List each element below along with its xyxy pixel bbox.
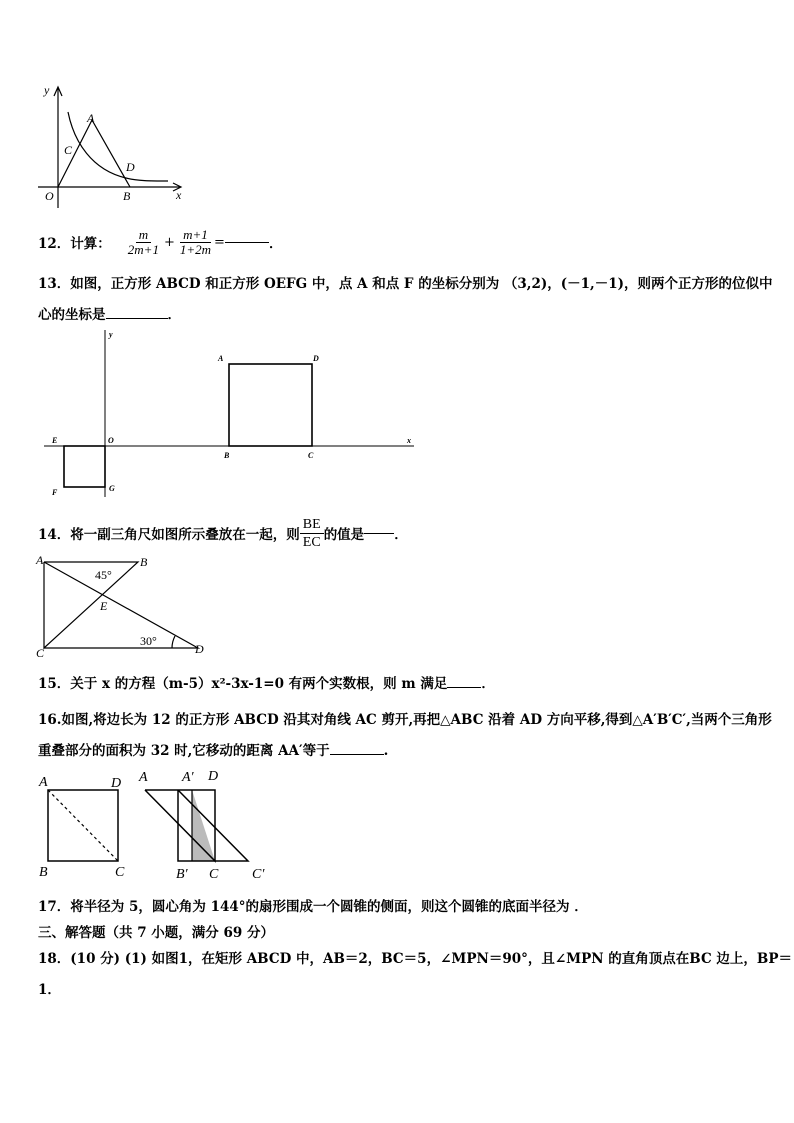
q13-x-label: x bbox=[407, 436, 411, 445]
q16-b-label: B bbox=[39, 865, 48, 880]
angle-45-label: 45° bbox=[95, 568, 112, 582]
q12-answer-blank bbox=[225, 242, 269, 243]
diagonal-ac bbox=[48, 790, 118, 861]
q16-line2-suffix: . bbox=[383, 743, 389, 759]
q14-d-label: D bbox=[195, 642, 204, 656]
q14-suffix: ． bbox=[394, 527, 408, 543]
q14-figure bbox=[34, 552, 214, 660]
q13-y-label: y bbox=[109, 330, 113, 339]
question-13-line2 bbox=[38, 303, 181, 323]
point-c-label: C bbox=[64, 143, 73, 157]
angle-30-label: 30° bbox=[140, 634, 157, 648]
q16-c-label-2: C bbox=[209, 867, 219, 882]
hyperbola-curve bbox=[68, 112, 168, 181]
q12-f2-numerator: m+1 bbox=[180, 228, 211, 243]
x-axis-label: x bbox=[176, 188, 182, 202]
q13-line2-prefix: 心的坐标是 bbox=[38, 307, 106, 323]
q13-f-label: F bbox=[52, 488, 58, 497]
y-axis-label: y bbox=[44, 83, 50, 97]
q12-equals: = bbox=[214, 234, 225, 250]
question-16-line1: 16.如图,将边长为 12 的正方形 ABCD 沿其对角线 AC 剪开,再把△ABC 沿着 AD 方向平移,得到△A′B′C′,当两个三角形 bbox=[38, 712, 772, 728]
q14-prefix: 14．将一副三角尺如图所示叠放在一起，则 bbox=[38, 527, 300, 543]
question-18-line1: 18．(10 分) (1) 如图1，在矩形 ABCD 中，AB＝2，BC＝5，∠MPN＝90°，且∠MPN 的直角顶点在BC 边上，BP＝ bbox=[38, 951, 792, 967]
q13-g-label: G bbox=[109, 484, 115, 493]
q12-f1-denominator: 2m+1 bbox=[127, 241, 159, 257]
origin-label: O bbox=[45, 189, 54, 203]
question-12 bbox=[38, 224, 282, 260]
square-abcd bbox=[229, 364, 312, 446]
q16-d-label-2: D bbox=[208, 769, 219, 784]
q11-figure bbox=[30, 82, 200, 208]
point-d-label: D bbox=[126, 160, 135, 174]
q13-o-label: O bbox=[108, 436, 114, 445]
q12-f1-numerator: m bbox=[136, 228, 151, 243]
q15-answer-blank bbox=[447, 687, 481, 688]
q13-a-label: A bbox=[218, 354, 224, 363]
question-15 bbox=[38, 672, 495, 692]
q14-middle: 的值是 bbox=[323, 527, 365, 543]
question-17: 17．将半径为 5，圆心角为 144°的扇形围成一个圆锥的侧面，则这个圆锥的底面半径为 ． bbox=[38, 899, 588, 915]
q16-a-prime-label: A′ bbox=[182, 770, 194, 785]
q14-e-label: E bbox=[100, 599, 108, 613]
q16-b-prime-label: B′ bbox=[176, 867, 188, 882]
q16-answer-blank bbox=[330, 754, 384, 755]
q15-suffix: ． bbox=[481, 676, 495, 692]
q12-fraction-2 bbox=[177, 228, 214, 257]
q12-f2-denominator: 1+2m bbox=[179, 241, 212, 257]
q13-d-label: D bbox=[313, 354, 319, 363]
q13-e-label: E bbox=[52, 436, 58, 445]
q16-d-label: D bbox=[111, 776, 122, 791]
q12-fraction-1 bbox=[125, 228, 162, 257]
question-13-line1: 13．如图，正方形 ABCD 和正方形 OEFG 中，点 A 和点 F 的坐标分别为 （3,2)，(－1,－1)，则两个正方形的位似中 bbox=[38, 276, 773, 292]
point-b-label: B bbox=[123, 189, 131, 203]
q14-c-label: C bbox=[36, 646, 45, 660]
triangle-45 bbox=[44, 562, 138, 648]
q13-answer-blank bbox=[106, 318, 168, 319]
q16-c-prime-label: C′ bbox=[252, 867, 265, 882]
q14-denominator: EC bbox=[302, 534, 321, 550]
question-16-line2 bbox=[38, 739, 388, 759]
q14-fraction bbox=[300, 516, 324, 551]
question-18-line2: 1． bbox=[38, 982, 61, 998]
q16-line2-prefix: 重叠部分的面积为 32 时,它移动的距离 AA′等于 bbox=[38, 743, 330, 759]
q12-prefix: 12．计算： bbox=[38, 236, 111, 252]
q15-text: 15．关于 x 的方程（m-5）x²-3x-1=0 有两个实数根，则 m 满足 bbox=[38, 676, 448, 692]
q12-suffix: ． bbox=[268, 236, 283, 252]
q16-a-label: A bbox=[39, 775, 48, 790]
section-3-heading: 三、解答题（共 7 小题，满分 69 分） bbox=[38, 925, 274, 941]
q16-a-label-2: A bbox=[139, 770, 148, 785]
q14-answer-blank bbox=[364, 533, 394, 534]
q13-line2-suffix: ． bbox=[167, 307, 181, 323]
point-a-label: A bbox=[87, 111, 95, 125]
question-14 bbox=[38, 514, 408, 552]
q12-plus: + bbox=[163, 234, 175, 250]
q16-c-label: C bbox=[115, 865, 125, 880]
q14-a-label: A bbox=[36, 553, 44, 567]
square-oefg bbox=[64, 446, 105, 487]
q16-figure bbox=[32, 766, 282, 882]
angle-30-arc bbox=[172, 636, 175, 648]
q13-b-label: B bbox=[224, 451, 230, 460]
triangle-acd bbox=[145, 790, 215, 861]
triangle-30 bbox=[44, 562, 198, 648]
q14-b-label: B bbox=[140, 555, 148, 569]
q14-numerator: BE bbox=[300, 516, 324, 534]
q13-figure bbox=[36, 325, 426, 505]
triangle-a2b2c2 bbox=[178, 790, 248, 861]
q13-c-label: C bbox=[308, 451, 314, 460]
